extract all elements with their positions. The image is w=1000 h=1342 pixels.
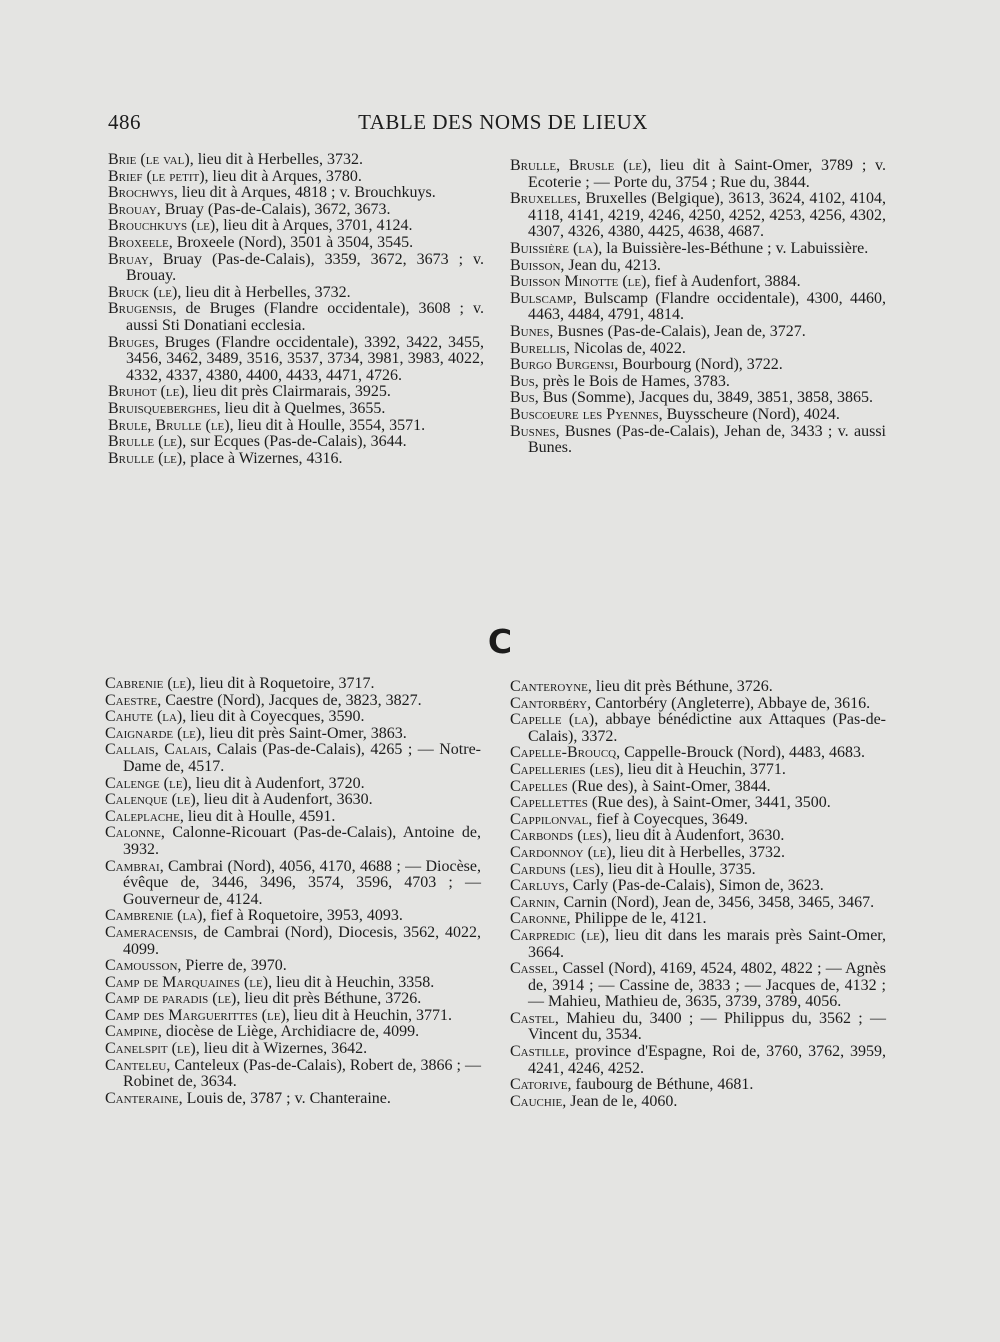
entry-text: , de Cambrai (Nord), Diocesis, 3562, 4022, 4099. (123, 923, 481, 958)
entry-heading: Castel (510, 1009, 555, 1027)
entry-text: , près le Bois de Hames, 3783. (534, 372, 730, 390)
index-entry (510, 928, 886, 961)
index-entry (510, 258, 886, 275)
index-entry (510, 961, 886, 1011)
entry-heading: Caleplache (105, 807, 180, 825)
entry-text: , Bus (Somme), Jacques du, 3849, 3851, 3858, 3865. (534, 389, 873, 407)
entry-text: , province d'Espagne, Roi de, 3760, 3762, 3959, 4241, 4246, 4252. (528, 1043, 886, 1077)
index-column-c-right (510, 679, 886, 1110)
index-entry (108, 185, 484, 202)
entry-text: , lieu dit à Herbelles, 3732. (177, 283, 351, 301)
section-letter: C (487, 622, 513, 661)
entry-heading: Cameracensis (105, 923, 194, 941)
entry-heading: Brouchkuys (le) (108, 217, 216, 235)
index-entry (510, 712, 886, 745)
entry-heading: Capelle (la) (510, 711, 595, 729)
index-entry (510, 407, 886, 424)
entry-text: , lieu dit à Arques, 3701, 4124. (215, 217, 413, 235)
index-entry (510, 158, 886, 191)
index-entry (510, 745, 886, 762)
entry-text: , lieu dit à Saint-Omer, 3789 ; v. Ecoterie ; — Porte du, 3754 ; Rue du, 3844. (528, 157, 886, 191)
entry-heading: Carduns (les) (510, 860, 601, 878)
entry-heading: Camousson (105, 957, 178, 975)
entry-text: , lieu dit à Houlle, 3735. (600, 860, 756, 878)
entry-text: , lieu dit dans les marais près Saint-Omer, 3664. (528, 926, 886, 961)
entry-heading: Burellis (510, 339, 566, 357)
entry-text: , lieu dit à Audenfort, 3630. (607, 827, 785, 845)
entry-text: , Bruay (Pas-de-Calais), 3359, 3672, 3673 ; v. Brouay. (126, 250, 484, 285)
entry-text: , Mahieu du, 3400 ; — Philippus du, 3562 ; — Vincent du, 3534. (528, 1009, 886, 1044)
index-entry (510, 424, 886, 457)
entry-text: , Louis de, 3787 ; v. Chanteraine. (178, 1089, 391, 1107)
entry-text: , lieu dit à Heuchin, 3771. (285, 1006, 452, 1024)
index-entry (105, 1024, 481, 1041)
entry-text: , lieu dit à Audenfort, 3720. (187, 774, 365, 792)
entry-heading: Bruges (108, 333, 155, 351)
index-entry (105, 676, 481, 693)
entry-heading: Cahute (la) (105, 708, 183, 726)
entry-heading: Cantorbéry (510, 694, 588, 712)
entry-heading: Brulle (le) (108, 449, 183, 467)
entry-heading: Calonne (105, 824, 161, 842)
index-entry (510, 1094, 886, 1111)
entry-heading: Castille (510, 1043, 566, 1061)
index-entry (105, 825, 481, 858)
entry-heading: Canteraine (105, 1089, 179, 1107)
entry-text: , lieu dit à Arques, 4818 ; v. Brouchkuys. (173, 184, 436, 202)
entry-heading: Carpredic (le) (510, 926, 606, 944)
index-entry (108, 384, 484, 401)
index-entry (510, 679, 886, 696)
entry-text: , Bourbourg (Nord), 3722. (614, 356, 783, 374)
entry-text: , lieu dit à Herbelles, 3732. (611, 843, 786, 861)
entry-text: , faubourg de Béthune, 4681. (567, 1076, 754, 1094)
entry-heading: Caronne (510, 910, 567, 928)
entry-heading: Canteleu (105, 1056, 167, 1074)
index-entry (510, 878, 886, 895)
entry-heading: Camp de paradis (le) (105, 990, 237, 1008)
entry-heading: Broxeele (108, 233, 169, 251)
entry-text: , lieu dit près Béthune, 3726. (587, 678, 773, 695)
index-entry (108, 152, 484, 169)
index-column-b-right (510, 158, 886, 457)
entry-text: , lieu dit à Quelmes, 3655. (216, 399, 386, 417)
entry-heading: Bunes (510, 322, 550, 340)
index-entry (510, 845, 886, 862)
entry-text: , lieu dit à Wizernes, 3642. (195, 1040, 368, 1058)
entry-heading: Calenque (le) (105, 791, 196, 809)
index-entry (105, 908, 481, 925)
entry-text: , Cambrai (Nord), 4056, 4170, 4688 ; — Diocèse, évêque de, 3446, 3496, 3574, 3596, 4703 ; — Gouverneur de, 4124. (123, 857, 481, 908)
entry-heading: Cappilonval (510, 810, 589, 828)
entry-heading: Busnes (510, 422, 556, 440)
entry-text: , Canteleux (Pas-de-Calais), Robert de, 3866 ; — Robinet de, 3634. (123, 1056, 481, 1091)
index-entry (510, 324, 886, 341)
index-column-c-left (105, 676, 481, 1107)
entry-heading: Bus (510, 389, 535, 407)
entry-text: , sur Ecques (Pas-de-Calais), 3644. (182, 433, 407, 451)
entry-text: , fief à Audenfort, 3884. (646, 273, 801, 291)
index-entry (510, 862, 886, 879)
entry-text: , lieu dit à Houlle, 4591. (179, 807, 336, 825)
entry-text: , lieu dit près Saint-Omer, 3863. (201, 724, 407, 742)
index-entry (105, 925, 481, 958)
entry-text: , Philippe de le, 4121. (566, 910, 707, 928)
entry-heading: Capelle-Broucq (510, 744, 617, 762)
entry-text: , lieu dit à Roquetoire, 3717. (191, 675, 375, 692)
entry-heading: Buisson Minotte (le) (510, 273, 647, 291)
index-entry (510, 291, 886, 324)
entry-text: , Jean du, 4213. (560, 256, 661, 274)
entry-heading: Brulle, Brusle (le) (510, 157, 648, 174)
entry-text: , Bulscamp (Flandre occidentale), 4300, 4460, 4463, 4484, 4791, 4814. (528, 289, 886, 324)
entry-text: , lieu dit à Arques, 3780. (204, 167, 362, 185)
entry-heading: Canelspit (le) (105, 1040, 196, 1058)
entry-heading: Bruck (le) (108, 283, 178, 301)
entry-text: , abbaye bénédictine aux Attaques (Pas-de-Calais), 3372. (528, 711, 886, 745)
index-entry (108, 401, 484, 418)
entry-heading: Brief (le petit) (108, 167, 205, 185)
index-entry (105, 1008, 481, 1025)
entry-heading: Cabrenie (le) (105, 675, 192, 692)
entry-text: , de Bruges (Flandre occidentale), 3608 ; v. aussi Sti Donatiani ecclesia. (126, 300, 484, 334)
entry-heading: Buisson (510, 256, 561, 274)
index-entry (105, 1041, 481, 1058)
entry-heading: Capellettes (510, 794, 588, 812)
entry-heading: Carbonds (les) (510, 827, 608, 845)
entry-text: , lieu dit à Heuchin, 3358. (268, 973, 435, 991)
entry-text: , lieu dit à Audenfort, 3630. (195, 791, 373, 809)
index-entry (510, 762, 886, 779)
entry-text: (Rue des), à Saint-Omer, 3844. (567, 777, 771, 795)
index-entry (105, 958, 481, 975)
entry-text: , Carnin (Nord), Jean de, 3456, 3458, 3465, 3467. (555, 893, 875, 911)
entry-text: , Jean de le, 4060. (562, 1092, 678, 1110)
index-entry (108, 301, 484, 334)
page-title: TABLE DES NOMS DE LIEUX (358, 110, 648, 134)
entry-heading: Carnin (510, 893, 556, 911)
entry-heading: Cambrai (105, 857, 160, 875)
entry-text: , Carly (Pas-de-Calais), Simon de, 3623. (564, 877, 824, 895)
index-entry (105, 1058, 481, 1091)
entry-heading: Catorive (510, 1076, 568, 1094)
entry-heading: Bus (510, 372, 535, 390)
entry-heading: Cauchie (510, 1092, 563, 1110)
entry-text: , lieu dit près Béthune, 3726. (236, 990, 422, 1008)
entry-heading: Camp de Marquaines (le) (105, 973, 269, 991)
entry-heading: Bruxelles (510, 190, 577, 208)
index-entry (510, 341, 886, 358)
index-entry (510, 357, 886, 374)
entry-text: , Bruay (Pas-de-Calais), 3672, 3673. (156, 200, 391, 218)
index-entry (510, 1077, 886, 1094)
index-entry (108, 169, 484, 186)
entry-heading: Bruhot (le) (108, 383, 185, 401)
entry-text: , fief à Coyecques, 3649. (588, 810, 748, 828)
entry-text: , Broxeele (Nord), 3501 à 3504, 3545. (168, 233, 414, 251)
index-entry (510, 779, 886, 796)
entry-heading: Canteroyne (510, 678, 588, 695)
index-column-b-left (108, 152, 484, 467)
index-entry (105, 975, 481, 992)
index-entry (105, 809, 481, 826)
entry-text: , Bruxelles (Belgique), 3613, 3624, 4102, 4104, 4118, 4141, 4219, 4246, 4250, 4252, 4253, 4256, 4302, 4307, 4326, 4380, 4425, 4638, 4687. (528, 190, 886, 241)
entry-text: , Cantorbéry (Angleterre), Abbaye de, 3616. (587, 694, 871, 712)
entry-heading: Buissière (la) (510, 239, 599, 257)
entry-text: , Pierre de, 3970. (177, 957, 287, 975)
entry-text: (Rue des), à Saint-Omer, 3441, 3500. (587, 794, 831, 812)
index-entry (108, 202, 484, 219)
entry-heading: Camp des Marguerittes (le) (105, 1006, 286, 1024)
entry-text: , lieu dit à Herbelles, 3732. (189, 151, 363, 168)
entry-heading: Campine (105, 1023, 158, 1041)
index-entry (105, 742, 481, 775)
page-number: 486 (108, 110, 141, 134)
entry-heading: Brulle (le) (108, 433, 183, 451)
index-entry (510, 1044, 886, 1077)
entry-text: , Cassel (Nord), 4169, 4524, 4802, 4822 ; — Agnès de, 3914 ; — Cassine de, 3833 ; — Jacques de, 4132 ; — Mahieu, Mathieu de, 3635, 3739, 3789, 4056. (528, 960, 886, 1011)
entry-text: , Caestre (Nord), Jacques de, 3823, 3827. (157, 691, 422, 709)
index-entry (105, 991, 481, 1008)
entry-heading: Bruay (108, 250, 149, 268)
entry-text: , Busnes (Pas-de-Calais), Jean de, 3727. (549, 322, 806, 340)
entry-text: , Calonne-Ricouart (Pas-de-Calais), Antoine de, 3932. (123, 824, 481, 858)
entry-text: , place à Wizernes, 4316. (182, 449, 343, 467)
entry-heading: Cardonnoy (le) (510, 843, 612, 861)
entry-text: , la Buissière-les-Béthune ; v. Labuissière. (598, 239, 869, 257)
entry-heading: Calenge (le) (105, 774, 188, 792)
entry-heading: Cassel (510, 960, 555, 978)
index-entry (510, 274, 886, 291)
entry-heading: Bruisqueberghes (108, 399, 217, 417)
index-entry (108, 235, 484, 252)
index-entry (510, 795, 886, 812)
index-entry (510, 374, 886, 391)
index-entry (105, 776, 481, 793)
index-entry (105, 726, 481, 743)
index-entry (108, 335, 484, 385)
entry-heading: Brugensis (108, 300, 173, 318)
entry-heading: Brie (le val) (108, 151, 190, 168)
index-entry (108, 418, 484, 435)
entry-heading: Callais, Calais (105, 741, 208, 759)
index-entry (105, 709, 481, 726)
index-entry (108, 285, 484, 302)
entry-text: , lieu dit à Heuchin, 3771. (619, 760, 786, 778)
entry-heading: Buscoeure les Pyennes (510, 405, 659, 423)
index-entry (105, 859, 481, 909)
entry-text: , lieu dit près Clairmarais, 3925. (184, 383, 391, 401)
entry-heading: Brule, Brulle (le) (108, 416, 230, 434)
entry-text: , diocèse de Liège, Archidiacre de, 4099. (157, 1023, 420, 1041)
index-entry (510, 696, 886, 713)
index-entry (108, 451, 484, 468)
entry-heading: Carluys (510, 877, 565, 895)
entry-text: , Buysscheure (Nord), 4024. (658, 405, 840, 423)
entry-heading: Caignarde (le) (105, 724, 202, 742)
entry-text: , Nicolas de, 4022. (565, 339, 686, 357)
entry-text: , Bruges (Flandre occidentale), 3392, 3422, 3455, 3456, 3462, 3489, 3516, 3537, 3734, 3981, 3983, 4022, 4332, 4337, 4380, 4400, 4433, 4471, 4726. (126, 333, 484, 384)
entry-heading: Burgo Burgensi (510, 356, 615, 374)
index-entry (510, 895, 886, 912)
entry-text: , Cappelle-Brouck (Nord), 4483, 4683. (616, 744, 865, 762)
entry-text: , fief à Roquetoire, 3953, 4093. (202, 907, 403, 925)
index-entry (108, 434, 484, 451)
index-entry (108, 218, 484, 235)
entry-text: , Calais (Pas-de-Calais), 4265 ; — Notre-Dame de, 4517. (123, 741, 482, 775)
entry-text: , lieu dit à Coyecques, 3590. (182, 708, 365, 726)
entry-heading: Capelleries (les) (510, 760, 620, 778)
index-entry (510, 812, 886, 829)
page-header (108, 110, 898, 140)
index-entry (105, 1091, 481, 1108)
entry-heading: Bulscamp (510, 289, 573, 307)
index-entry (105, 792, 481, 809)
index-entry (510, 390, 886, 407)
entry-text: , lieu dit à Houlle, 3554, 3571. (229, 416, 426, 434)
entry-heading: Brouay (108, 200, 157, 218)
index-entry (108, 252, 484, 285)
index-entry (510, 828, 886, 845)
entry-heading: Caestre (105, 691, 158, 709)
index-entry (510, 191, 886, 241)
index-entry (510, 241, 886, 258)
index-entry (105, 693, 481, 710)
entry-text: , Busnes (Pas-de-Calais), Jehan de, 3433 ; v. aussi Bunes. (528, 422, 886, 457)
index-entry (510, 911, 886, 928)
entry-heading: Cambrenie (la) (105, 907, 203, 925)
entry-heading: Capelles (510, 777, 568, 795)
entry-heading: Brochwys (108, 184, 174, 202)
index-entry (510, 1011, 886, 1044)
